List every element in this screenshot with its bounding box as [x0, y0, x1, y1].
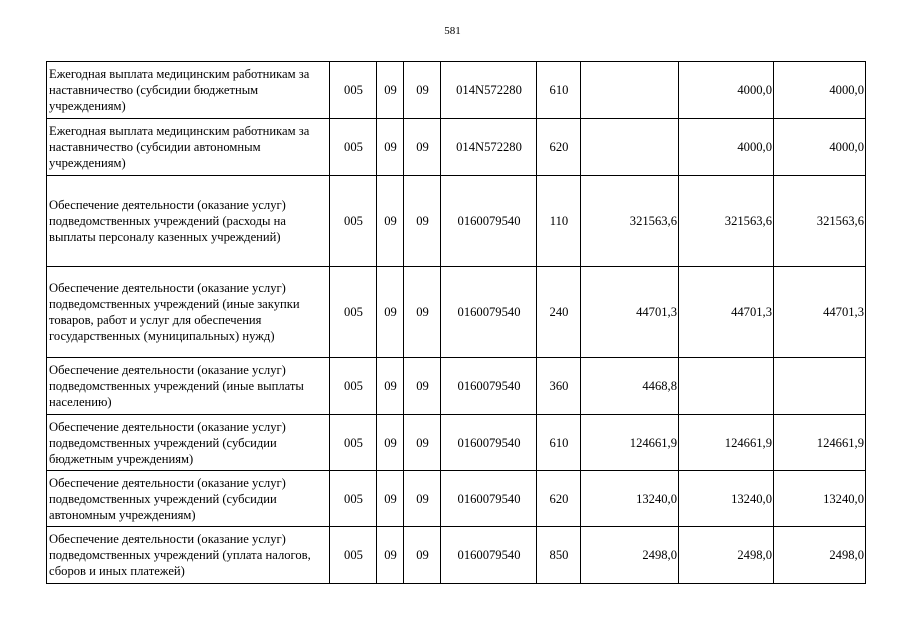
ministry-code-cell: 005: [330, 358, 377, 415]
expense-type-cell: 850: [537, 527, 581, 584]
target-article-cell: 0160079540: [441, 176, 537, 267]
amount-year3-cell: [774, 358, 866, 415]
amount-year1-cell: [581, 62, 679, 119]
expense-type-cell: 360: [537, 358, 581, 415]
target-article-cell: 0160079540: [441, 358, 537, 415]
target-article-cell: 0160079540: [441, 471, 537, 527]
table-row: [47, 62, 866, 119]
amount-year3-cell: 13240,0: [774, 471, 866, 527]
expense-name-cell: Ежегодная выплата медицинским работникам за наставничество (субсидии бюджетным учреждениям): [47, 62, 330, 119]
table-row: [47, 471, 866, 527]
amount-year2-cell: 321563,6: [679, 176, 774, 267]
subsection-code-cell: 09: [404, 176, 441, 267]
amount-year3-cell: 2498,0: [774, 527, 866, 584]
section-code-cell: 09: [377, 471, 404, 527]
amount-year3-cell: 4000,0: [774, 119, 866, 176]
ministry-code-cell: 005: [330, 415, 377, 471]
budget-table: [46, 61, 866, 584]
subsection-code-cell: 09: [404, 267, 441, 358]
amount-year2-cell: 4000,0: [679, 62, 774, 119]
amount-year2-cell: 4000,0: [679, 119, 774, 176]
expense-type-cell: 620: [537, 471, 581, 527]
ministry-code-cell: 005: [330, 176, 377, 267]
expense-name-cell: Обеспечение деятельности (оказание услуг) подведомственных учреждений (иные выплаты населению): [47, 358, 330, 415]
table-row: [47, 527, 866, 584]
ministry-code-cell: 005: [330, 527, 377, 584]
expense-type-cell: 110: [537, 176, 581, 267]
expense-type-cell: 610: [537, 62, 581, 119]
amount-year1-cell: 321563,6: [581, 176, 679, 267]
expense-name-cell: Обеспечение деятельности (оказание услуг) подведомственных учреждений (расходы на выплаты персоналу казенных учреждений): [47, 176, 330, 267]
expense-name-cell: Обеспечение деятельности (оказание услуг) подведомственных учреждений (субсидии автономным учреждениям): [47, 471, 330, 527]
amount-year1-cell: 2498,0: [581, 527, 679, 584]
target-article-cell: 0160079540: [441, 267, 537, 358]
subsection-code-cell: 09: [404, 358, 441, 415]
subsection-code-cell: 09: [404, 62, 441, 119]
ministry-code-cell: 005: [330, 267, 377, 358]
expense-name-cell: Обеспечение деятельности (оказание услуг) подведомственных учреждений (иные закупки товаров, работ и услуг для обеспечения государственных (муниципальных) нужд): [47, 267, 330, 358]
expense-name-cell: Ежегодная выплата медицинским работникам за наставничество (субсидии автономным учреждениям): [47, 119, 330, 176]
amount-year1-cell: 124661,9: [581, 415, 679, 471]
section-code-cell: 09: [377, 267, 404, 358]
section-code-cell: 09: [377, 527, 404, 584]
amount-year2-cell: [679, 358, 774, 415]
target-article-cell: 014N572280: [441, 62, 537, 119]
target-article-cell: 0160079540: [441, 415, 537, 471]
expense-type-cell: 620: [537, 119, 581, 176]
section-code-cell: 09: [377, 415, 404, 471]
subsection-code-cell: 09: [404, 527, 441, 584]
table-row: [47, 415, 866, 471]
page-number: 581: [444, 25, 461, 37]
table-row: [47, 358, 866, 415]
amount-year3-cell: 124661,9: [774, 415, 866, 471]
amount-year3-cell: 4000,0: [774, 62, 866, 119]
target-article-cell: 014N572280: [441, 119, 537, 176]
target-article-cell: 0160079540: [441, 527, 537, 584]
subsection-code-cell: 09: [404, 119, 441, 176]
ministry-code-cell: 005: [330, 471, 377, 527]
amount-year3-cell: 44701,3: [774, 267, 866, 358]
section-code-cell: 09: [377, 119, 404, 176]
ministry-code-cell: 005: [330, 119, 377, 176]
section-code-cell: 09: [377, 358, 404, 415]
amount-year2-cell: 44701,3: [679, 267, 774, 358]
ministry-code-cell: 005: [330, 62, 377, 119]
amount-year2-cell: 124661,9: [679, 415, 774, 471]
subsection-code-cell: 09: [404, 415, 441, 471]
section-code-cell: 09: [377, 62, 404, 119]
subsection-code-cell: 09: [404, 471, 441, 527]
amount-year1-cell: 44701,3: [581, 267, 679, 358]
amount-year1-cell: 4468,8: [581, 358, 679, 415]
expense-type-cell: 610: [537, 415, 581, 471]
table-row: [47, 267, 866, 358]
expense-type-cell: 240: [537, 267, 581, 358]
amount-year1-cell: [581, 119, 679, 176]
amount-year2-cell: 2498,0: [679, 527, 774, 584]
expense-name-cell: Обеспечение деятельности (оказание услуг) подведомственных учреждений (уплата налогов, сборов и иных платежей): [47, 527, 330, 584]
amount-year2-cell: 13240,0: [679, 471, 774, 527]
section-code-cell: 09: [377, 176, 404, 267]
amount-year1-cell: 13240,0: [581, 471, 679, 527]
table-row: [47, 176, 866, 267]
expense-name-cell: Обеспечение деятельности (оказание услуг) подведомственных учреждений (субсидии бюджетным учреждениям): [47, 415, 330, 471]
amount-year3-cell: 321563,6: [774, 176, 866, 267]
table-row: [47, 119, 866, 176]
